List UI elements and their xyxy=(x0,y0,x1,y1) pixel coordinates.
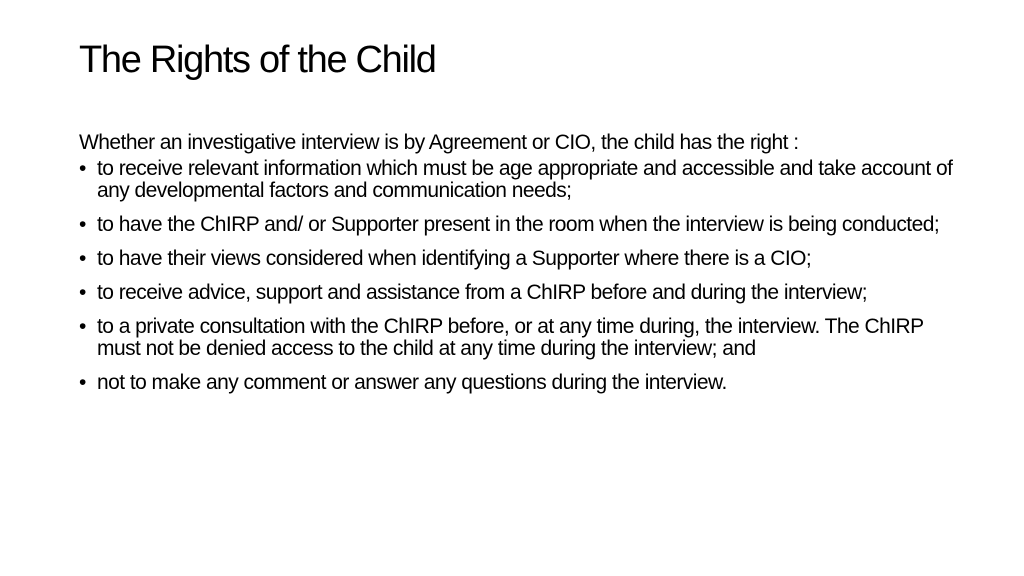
rights-list xyxy=(79,158,959,394)
list-item xyxy=(79,214,959,236)
bullet-icon: • xyxy=(79,247,86,270)
list-item-text: to have their views considered when identifying a Supporter where there is a CIO; xyxy=(97,247,812,270)
list-item-text: to receive relevant information which must be age appropriate and accessible and take account of any developmental factors and communication needs; xyxy=(97,157,953,202)
list-item-text: to a private consultation with the ChIRP before, or at any time during, the interview. The ChIRP must not be denied access to the child at any time during the interview; and xyxy=(97,315,924,360)
list-item xyxy=(79,282,959,304)
list-item xyxy=(79,316,959,360)
list-item xyxy=(79,248,959,270)
list-item-text: to have the ChIRP and/ or Supporter present in the room when the interview is being conducted; xyxy=(97,213,940,236)
bullet-icon: • xyxy=(79,281,86,304)
slide-title: The Rights of the Child xyxy=(79,39,436,81)
bullet-icon: • xyxy=(79,315,86,338)
bullet-icon: • xyxy=(79,213,86,236)
intro-text: Whether an investigative interview is by Agreement or CIO, the child has the right : xyxy=(79,131,799,154)
bullet-icon: • xyxy=(79,371,86,394)
list-item xyxy=(79,158,959,202)
slide-body xyxy=(79,132,959,406)
bullet-icon: • xyxy=(79,157,86,180)
list-item xyxy=(79,372,959,394)
list-item-text: to receive advice, support and assistance from a ChIRP before and during the interview; xyxy=(97,281,868,304)
list-item-text: not to make any comment or answer any questions during the interview. xyxy=(97,371,727,394)
